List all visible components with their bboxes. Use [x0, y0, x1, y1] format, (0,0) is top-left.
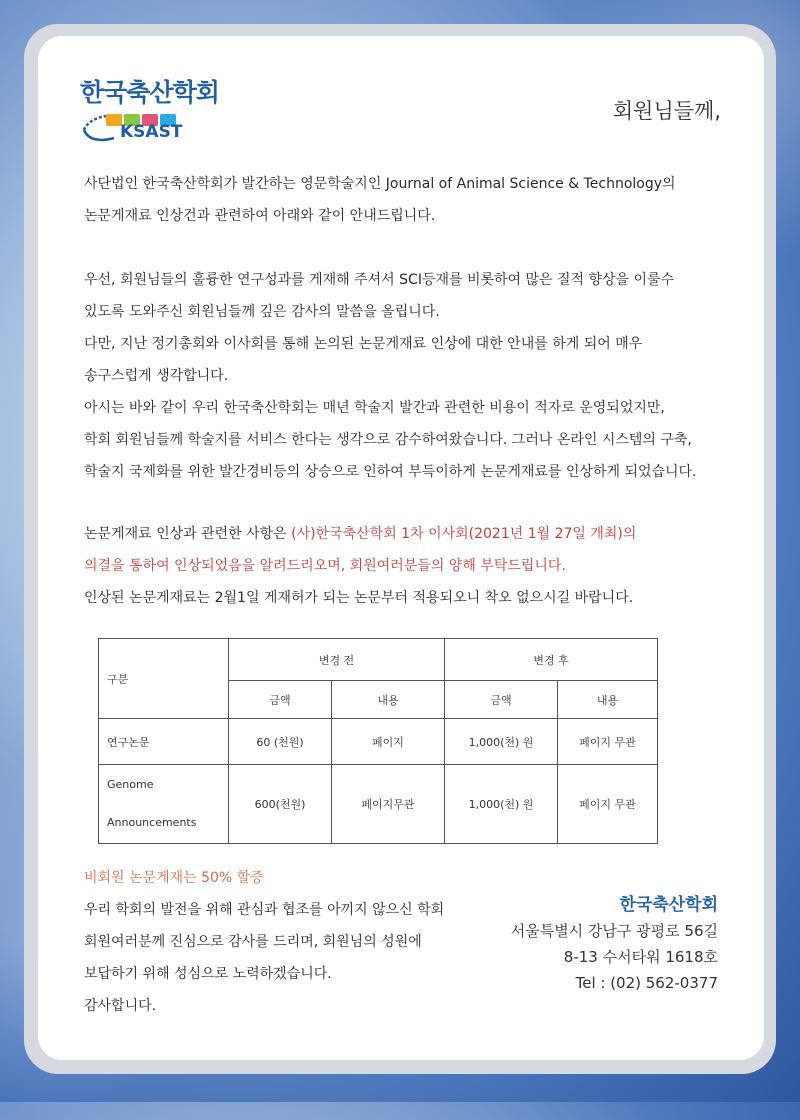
- category-label: Announcements: [107, 816, 197, 829]
- fee-table: [98, 638, 658, 844]
- notice-line: [84, 518, 636, 550]
- body-line: 아시는 바와 같이 우리 한국축산학회는 매년 학술지 발간과 관련한 비용이 적자로 운영되었지만,: [84, 400, 665, 416]
- notice-paragraph: [84, 518, 636, 614]
- row-after-content: 페이지 무관: [558, 765, 658, 844]
- subheader-content: 내용: [332, 681, 445, 719]
- row-after-amount: 1,000(천) 원: [445, 719, 558, 765]
- notice-highlight-line: 의결을 통하여 인상되었음을 알려드리오며, 회원여러분들의 양해 부탁드립니다.: [84, 558, 566, 574]
- closing-line: 회원여러분께 진심으로 감사를 드리며, 회원님의 성원에: [84, 934, 422, 950]
- body-line: 우선, 회원님들의 훌륭한 연구성과를 게재해 주셔서 SCI등재를 비롯하여 많은 질적 향상을 이룰수: [84, 272, 675, 288]
- body-line: 있도록 도와주신 회원님들께 깊은 감사의 말씀을 올립니다.: [84, 304, 440, 320]
- logo-abbreviation: KSAST: [120, 122, 183, 142]
- row-before-amount: 60 (천원): [229, 719, 332, 765]
- closing-line: 보답하기 위해 성심으로 노력하겠습니다.: [84, 966, 332, 982]
- subheader-amount: 금액: [445, 681, 558, 719]
- subheader-content: 내용: [558, 681, 658, 719]
- notice-highlight: (사)한국축산학회 1차 이사회(2021년 1월 27일 개최)의: [291, 526, 637, 542]
- closing-paragraph: [84, 894, 444, 1022]
- intro-line: 논문게재료 인상건과 관련하여 아래와 같이 안내드립니다.: [84, 208, 436, 224]
- row-category: [99, 765, 229, 844]
- signature-tel: Tel : (02) 562-0377: [575, 974, 718, 992]
- row-category: [99, 719, 229, 765]
- category-label: Genome: [107, 778, 154, 791]
- signature-org: 한국축산학회: [619, 895, 718, 915]
- header-after: 변경 후: [445, 639, 658, 681]
- signature-address: 8-13 수서타워 1618호: [563, 948, 718, 966]
- salutation: 회원님들께,: [612, 99, 721, 123]
- notice-line: 인상된 논문게재료는 2월1일 게재허가 되는 논문부터 적용되오니 착오 없으시길 바랍니다.: [84, 590, 634, 606]
- closing-line: 우리 학회의 발전을 위해 관심과 협조를 아끼지 않으신 학회: [84, 902, 445, 918]
- body-line: 송구스럽게 생각합니다.: [84, 368, 229, 384]
- header-before: 변경 전: [229, 639, 445, 681]
- body-paragraph: [84, 264, 697, 488]
- notice-plain: 논문게재료 인상과 관련한 사항은: [84, 526, 292, 542]
- discount-note: 비회원 논문게재는 50% 할증: [84, 870, 264, 886]
- signature-address: 서울특별시 강남구 광평로 56길: [510, 922, 718, 940]
- intro-paragraph: [84, 168, 676, 232]
- table-row: [99, 765, 658, 844]
- closing-line: 감사합니다.: [84, 998, 157, 1014]
- row-before-amount: 600(천원): [229, 765, 332, 844]
- signature-block: [511, 892, 718, 996]
- logo-title: 한국축산학회: [80, 78, 219, 107]
- body-line: 학회 회원님들께 학술지를 서비스 한다는 생각으로 감수하여왔습니다. 그러나 온라인 시스템의 구축,: [84, 432, 692, 448]
- body-line: 학술지 국제화를 위한 발간경비등의 상승으로 인하여 부득이하게 논문게재료를 인상하게 되었습니다.: [84, 464, 697, 480]
- category-label: 연구논문: [107, 735, 150, 749]
- row-after-content: 페이지 무관: [558, 719, 658, 765]
- table-row: [99, 719, 658, 765]
- subheader-amount: 금액: [229, 681, 332, 719]
- intro-line: 사단법인 한국축산학회가 발간하는 영문학술지인 Journal of Animal Science & Technology의: [84, 176, 676, 192]
- body-line: 다만, 지난 정기총회와 이사회를 통해 논의된 논문게재료 인상에 대한 안내를 하게 되어 매우: [84, 336, 643, 352]
- row-after-amount: 1,000(천) 원: [445, 765, 558, 844]
- header-category: 구분: [99, 639, 229, 719]
- row-before-content: 페이지무관: [332, 765, 445, 844]
- ksast-logo: [80, 78, 220, 148]
- row-before-content: 페이지: [332, 719, 445, 765]
